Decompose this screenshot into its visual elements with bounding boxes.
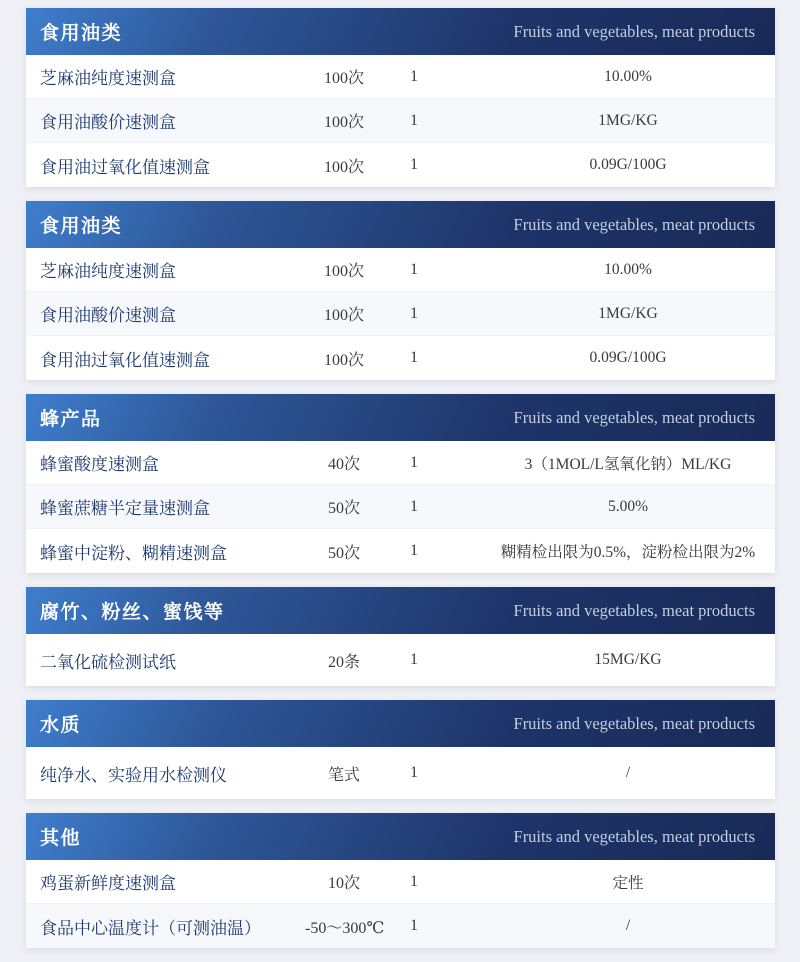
- section-rows: [26, 860, 775, 948]
- product-name-cell: 食用油过氧化值速测盒: [40, 157, 210, 177]
- value-cell: 15MG/KG: [594, 651, 662, 668]
- quantity-cell: 1: [410, 260, 418, 278]
- section-header: [26, 813, 775, 860]
- quantity-cell: 1: [410, 111, 418, 129]
- value-cell: 5.00%: [607, 497, 649, 515]
- value-cell: 0.09G/100G: [589, 349, 667, 366]
- section-title: 腐竹、粉丝、蜜饯等: [40, 602, 225, 623]
- spec-cell: -50～300℃: [305, 919, 385, 937]
- section-subtitle: Fruits and vegetables, meat products: [513, 713, 755, 733]
- section-subtitle: Fruits and vegetables, meat products: [513, 826, 755, 846]
- product-name-cell: 鸡蛋新鲜度速测盒: [40, 874, 176, 893]
- section-rows: [26, 55, 775, 187]
- table-row: [26, 143, 775, 187]
- product-name-cell: 食用油酸价速测盒: [40, 306, 176, 325]
- product-name-cell: 蜂蜜中淀粉、糊精速测盒: [40, 543, 227, 563]
- section-title: 食用油类: [40, 23, 123, 44]
- table-row: [26, 248, 775, 292]
- value-cell: /: [625, 764, 631, 781]
- value-cell: 0.09G/100G: [589, 156, 667, 173]
- quantity-cell: 1: [410, 349, 418, 366]
- spec-cell: 50次: [327, 500, 360, 517]
- value-cell: 定性: [612, 874, 644, 892]
- section-title: 食用油类: [40, 216, 123, 237]
- product-name-cell: 芝麻油纯度速测盒: [40, 262, 176, 281]
- section-rows: [26, 634, 775, 686]
- quantity-cell: 1: [410, 304, 418, 322]
- product-name-cell: 蜂蜜酸度速测盒: [40, 455, 159, 474]
- table-row: [26, 441, 775, 485]
- spec-cell: 100次: [323, 114, 364, 131]
- section-card-bee-products: [26, 394, 775, 573]
- table-row: [26, 99, 775, 143]
- spec-cell: 50次: [327, 544, 360, 562]
- section-header: [26, 587, 775, 634]
- section-header: [26, 8, 775, 55]
- spec-cell: 100次: [323, 263, 364, 280]
- quantity-cell: 1: [410, 453, 418, 471]
- product-name-cell: 食用油过氧化值速测盒: [40, 350, 210, 370]
- section-card-water-quality: [26, 700, 775, 799]
- value-cell: 1MG/KG: [598, 304, 658, 322]
- table-row: [26, 55, 775, 99]
- product-name-cell: 二氧化硫检测试纸: [40, 652, 176, 672]
- section-rows: [26, 747, 775, 799]
- section-card-dried-tofu-noodles: [26, 587, 775, 686]
- table-row: [26, 747, 775, 799]
- section-subtitle: Fruits and vegetables, meat products: [513, 21, 755, 41]
- section-rows: [26, 441, 775, 573]
- section-subtitle: Fruits and vegetables, meat products: [513, 407, 755, 427]
- value-cell: 糊精检出限为0.5%，淀粉检出限为2%: [500, 544, 756, 561]
- value-cell: /: [625, 917, 631, 934]
- quantity-cell: 1: [410, 67, 418, 85]
- quantity-cell: 1: [410, 651, 418, 668]
- table-row: [26, 336, 775, 380]
- table-row: [26, 292, 775, 336]
- value-cell: 10.00%: [604, 260, 652, 278]
- section-header: [26, 394, 775, 441]
- quantity-cell: 1: [410, 156, 418, 173]
- table-row: [26, 485, 775, 529]
- quantity-cell: 1: [410, 872, 418, 890]
- section-subtitle: Fruits and vegetables, meat products: [513, 600, 755, 620]
- table-row: [26, 529, 775, 573]
- value-cell: 10.00%: [604, 67, 652, 85]
- spec-cell: 100次: [323, 351, 364, 369]
- section-title: 蜂产品: [40, 409, 102, 430]
- quantity-cell: 1: [410, 764, 418, 781]
- table-row: [26, 634, 775, 686]
- spec-cell: 笔式: [327, 766, 360, 784]
- table-row: [26, 860, 775, 904]
- section-card-edible-oils-1: [26, 8, 775, 187]
- value-cell: 1MG/KG: [598, 111, 658, 129]
- quantity-cell: 1: [410, 497, 418, 515]
- section-title: 其他: [40, 828, 82, 849]
- section-header: [26, 201, 775, 248]
- spec-cell: 100次: [323, 158, 364, 176]
- quantity-cell: 1: [410, 917, 418, 934]
- spec-cell: 100次: [323, 307, 364, 324]
- section-title: 水质: [40, 715, 82, 736]
- quantity-cell: 1: [410, 542, 418, 559]
- spec-cell: 100次: [323, 70, 364, 87]
- section-card-others: [26, 813, 775, 948]
- product-name-cell: 食品中心温度计（可测油温）: [40, 918, 261, 938]
- section-subtitle: Fruits and vegetables, meat products: [513, 214, 755, 234]
- section-rows: [26, 248, 775, 380]
- spec-cell: 10次: [327, 875, 360, 892]
- section-header: [26, 700, 775, 747]
- product-name-cell: 食用油酸价速测盒: [40, 113, 176, 132]
- section-card-edible-oils-2: [26, 201, 775, 380]
- product-name-cell: 纯净水、实验用水检测仪: [40, 765, 227, 785]
- spec-cell: 20条: [327, 653, 360, 671]
- product-name-cell: 蜂蜜蔗糖半定量速测盒: [40, 499, 210, 518]
- value-cell: 3（1MOL/L氢氧化钠）ML/KG: [524, 455, 732, 473]
- spec-cell: 40次: [327, 456, 360, 473]
- product-name-cell: 芝麻油纯度速测盒: [40, 69, 176, 88]
- table-row: [26, 904, 775, 948]
